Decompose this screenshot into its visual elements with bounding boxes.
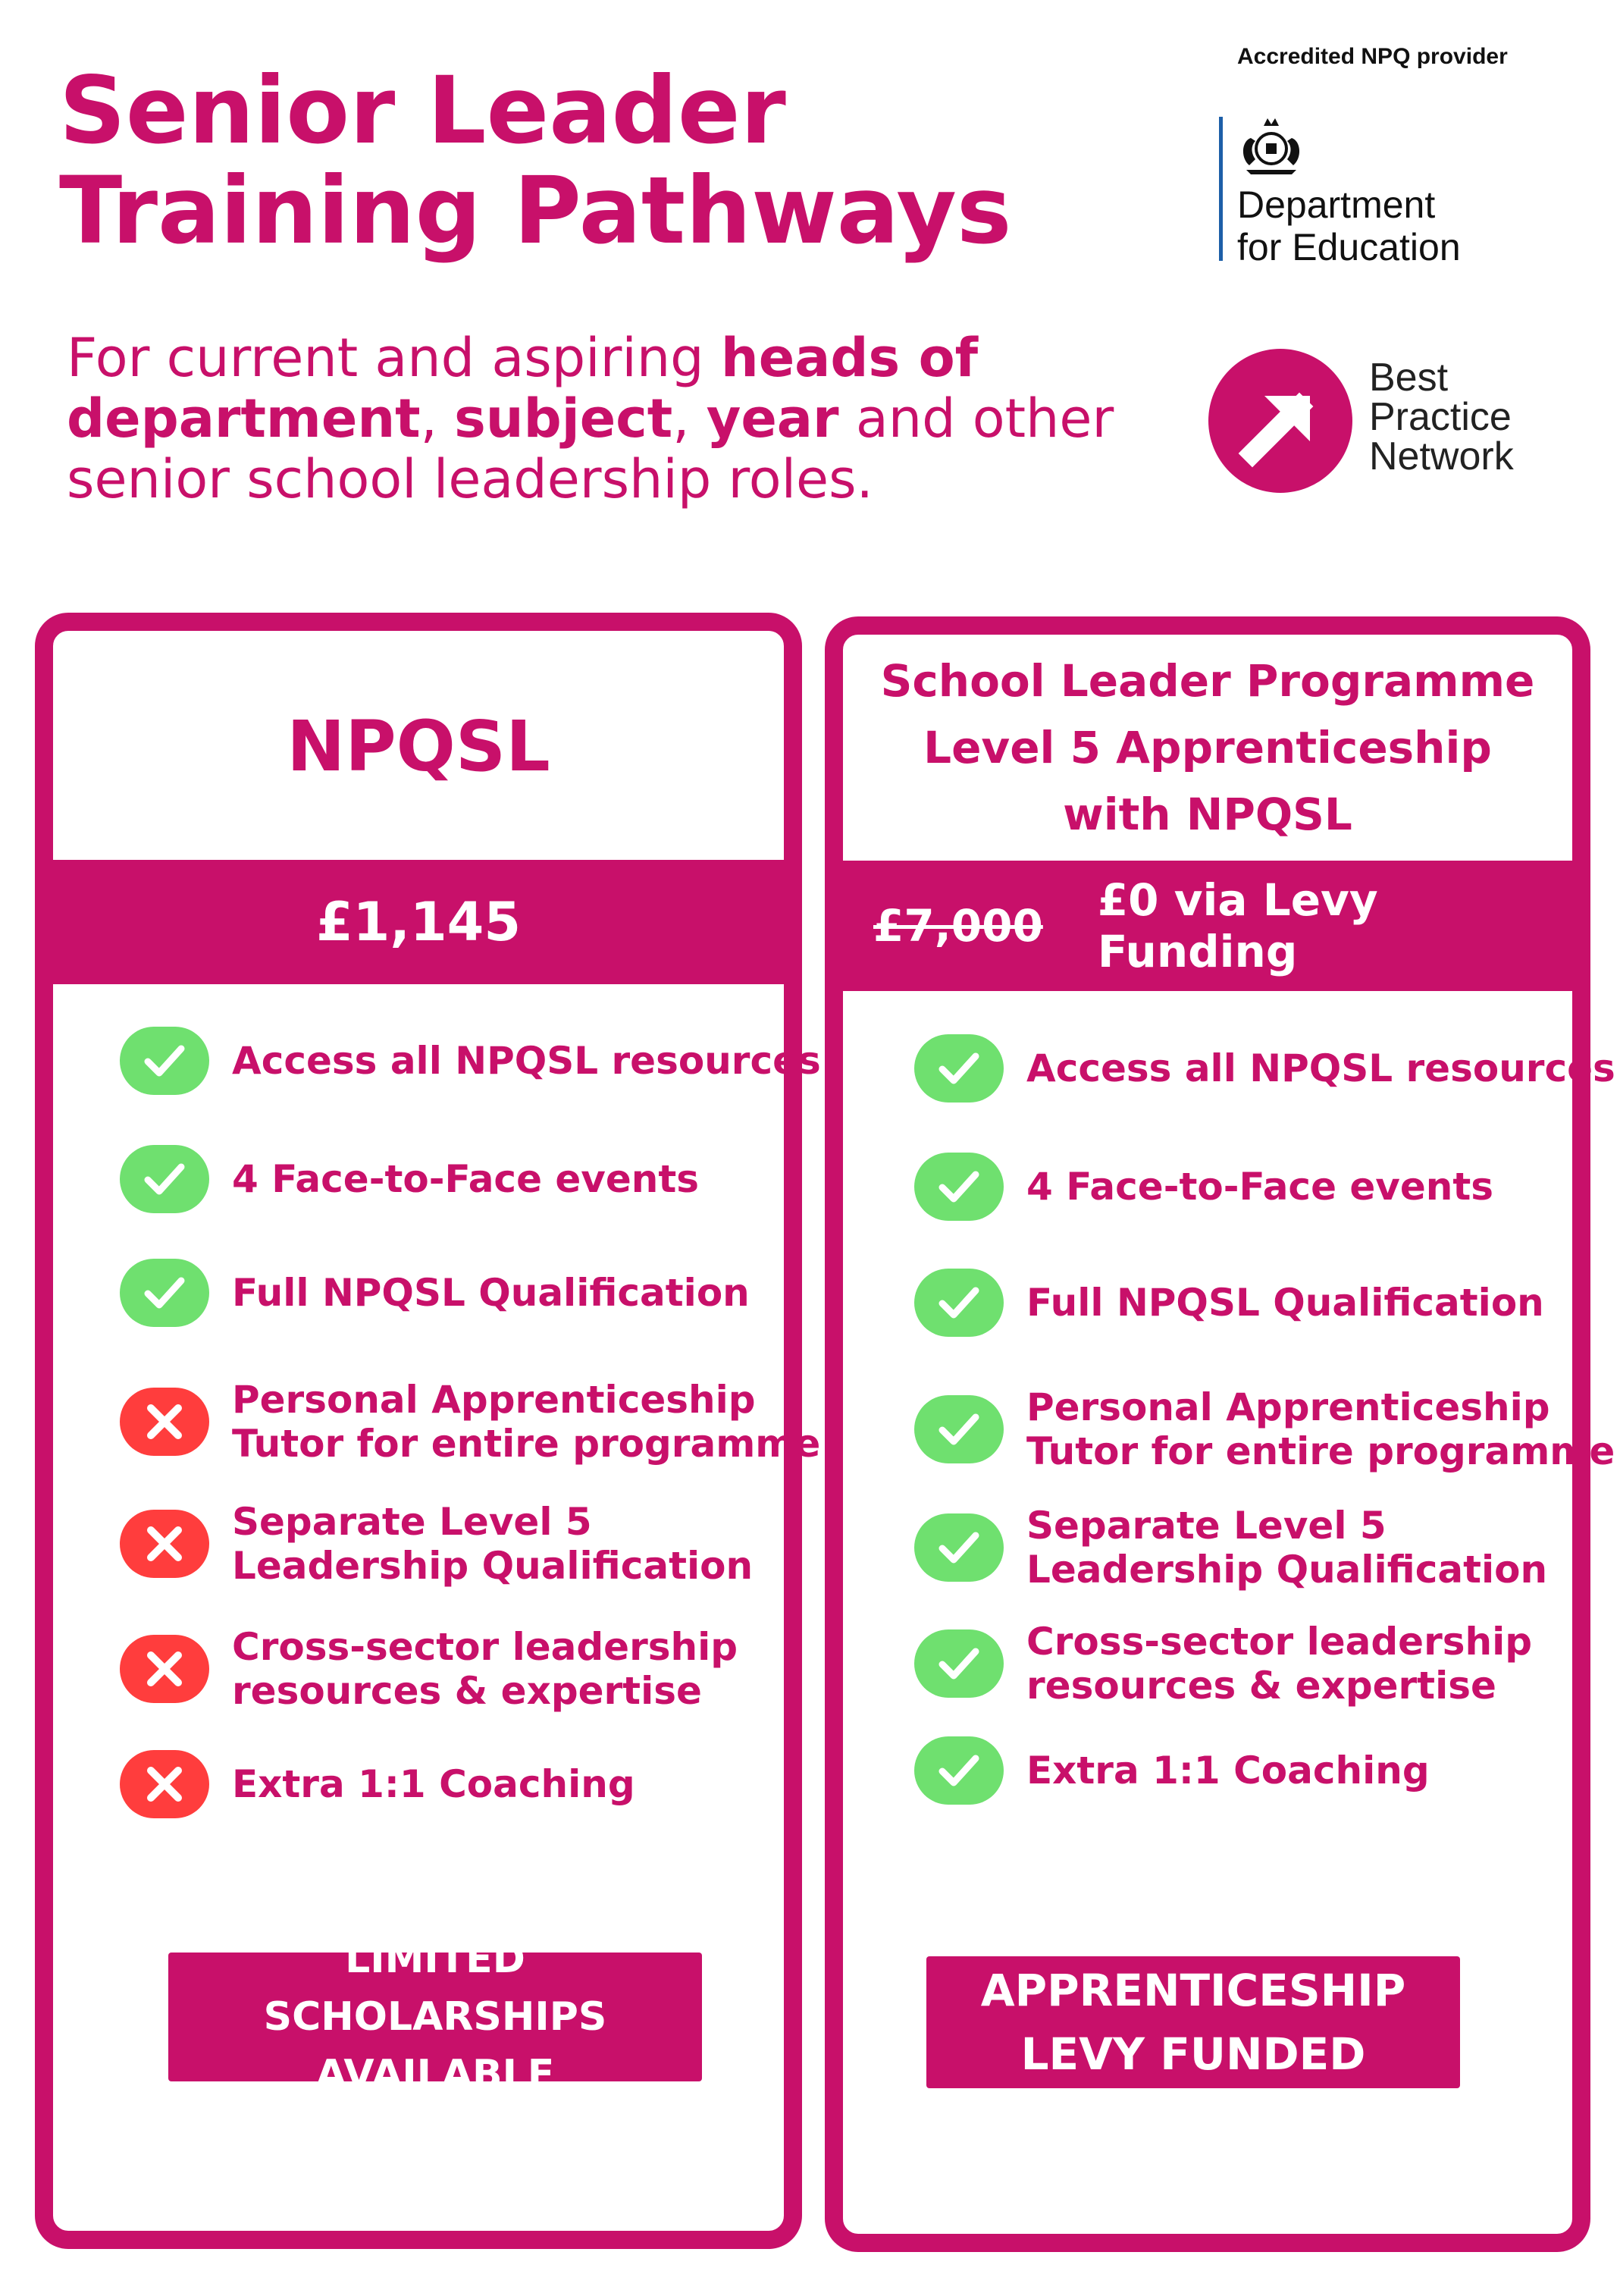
check-icon (120, 1145, 209, 1213)
subtitle-year: year (706, 387, 839, 450)
left-feature-item (120, 1378, 820, 1466)
subtitle-comma-1: , (420, 387, 455, 450)
left-feature-item (120, 1027, 821, 1095)
right-feature-label: Cross-sector leadership resources & expertise (1026, 1620, 1533, 1708)
right-feature-label: Full NPQSL Qualification (1026, 1281, 1544, 1325)
royal-crest-icon (1236, 115, 1307, 176)
bpn-line-2: Practice (1369, 395, 1512, 439)
left-feature-label: Separate Level 5 Leadership Qualification (232, 1500, 754, 1588)
check-icon (120, 1259, 209, 1327)
subtitle-subject: subject (454, 387, 673, 450)
check-icon (120, 1027, 209, 1095)
apprenticeship-levy-badge (926, 1956, 1460, 2088)
dfe-line-2: for Education (1237, 226, 1461, 268)
apprenticeship-new-price: £0 via Levy Funding (1097, 874, 1378, 977)
npqsl-price: £1,145 (315, 891, 522, 953)
cross-icon (120, 1750, 209, 1818)
check-icon (914, 1395, 1004, 1463)
right-feature-label: Personal Apprenticeship Tutor for entire programme (1026, 1385, 1615, 1473)
limited-scholarships-badge (168, 1937, 702, 2097)
subtitle-heads-of-department: heads of department (67, 327, 979, 450)
right-feature-item (914, 1153, 1493, 1221)
right-feature-item (914, 1504, 1547, 1592)
right-feature-label: 4 Face-to-Face events (1026, 1165, 1494, 1209)
dfe-divider (1219, 117, 1223, 261)
cross-icon (120, 1510, 209, 1578)
apprenticeship-title-line-3: with NPQSL (1063, 789, 1352, 840)
check-icon (914, 1269, 1004, 1337)
npqsl-card-title: NPQSL (287, 705, 550, 787)
right-feature-item (914, 1269, 1544, 1337)
check-icon (914, 1629, 1004, 1698)
right-feature-item (914, 1736, 1430, 1805)
left-feature-item (120, 1625, 738, 1713)
subtitle-text: For current and aspiring (67, 327, 721, 389)
right-feature-label: Extra 1:1 Coaching (1026, 1749, 1430, 1793)
right-badge-line-1: APPRENTICESHIP (980, 1965, 1406, 2016)
subtitle-end: and other senior school leadership roles. (67, 387, 1114, 510)
right-feature-label: Separate Level 5 Leadership Qualification (1026, 1504, 1548, 1592)
left-feature-item (120, 1500, 753, 1588)
title-line-2: Training Pathways (59, 157, 1012, 265)
right-feature-label: Access all NPQSL resources (1026, 1046, 1615, 1090)
left-badge-line-2: AVAILABLE (315, 2052, 555, 2097)
left-feature-label: Cross-sector leadership resources & expertise (232, 1625, 738, 1713)
title-line-1: Senior Leader (59, 57, 786, 165)
npqsl-price-band (53, 860, 784, 984)
left-feature-item (120, 1259, 750, 1327)
page-subtitle (67, 328, 1181, 510)
subtitle-comma-2: , (672, 387, 707, 450)
left-feature-item (120, 1145, 699, 1213)
left-feature-label: 4 Face-to-Face events (232, 1157, 700, 1201)
apprenticeship-price-band (843, 861, 1572, 991)
left-feature-label: Access all NPQSL resources (232, 1039, 821, 1083)
right-feature-item (914, 1034, 1615, 1103)
arrow-up-right-icon (1208, 349, 1352, 493)
left-feature-label: Personal Apprenticeship Tutor for entire programme (232, 1378, 821, 1466)
right-feature-item (914, 1385, 1615, 1473)
left-feature-label: Extra 1:1 Coaching (232, 1762, 635, 1806)
left-feature-item (120, 1750, 635, 1818)
page-title (59, 57, 1012, 265)
dfe-line-1: Department (1237, 183, 1436, 226)
check-icon (914, 1034, 1004, 1103)
dfe-logo-text (1237, 183, 1461, 268)
apprenticeship-title-line-2: Level 5 Apprenticeship (923, 722, 1492, 773)
left-feature-label: Full NPQSL Qualification (232, 1271, 750, 1315)
bpn-line-1: Best (1369, 356, 1449, 400)
check-icon (914, 1153, 1004, 1221)
right-feature-item (914, 1620, 1532, 1708)
accredited-provider-label: Accredited NPQ provider (1237, 44, 1508, 69)
check-icon (914, 1513, 1004, 1582)
check-icon (914, 1736, 1004, 1805)
cross-icon (120, 1388, 209, 1456)
apprenticeship-old-price: £7,000 (873, 900, 1043, 952)
left-badge-line-1: LIMITED SCHOLARSHIPS (263, 1937, 607, 2040)
bpn-line-3: Network (1369, 434, 1514, 478)
bpn-logo-text (1369, 358, 1514, 476)
apprenticeship-title-line-1: School Leader Programme (880, 655, 1535, 707)
apprenticeship-card-title (843, 635, 1572, 861)
cross-icon (120, 1635, 209, 1703)
bpn-logo-icon (1208, 349, 1352, 493)
right-badge-line-2: LEVY FUNDED (1020, 2028, 1366, 2080)
